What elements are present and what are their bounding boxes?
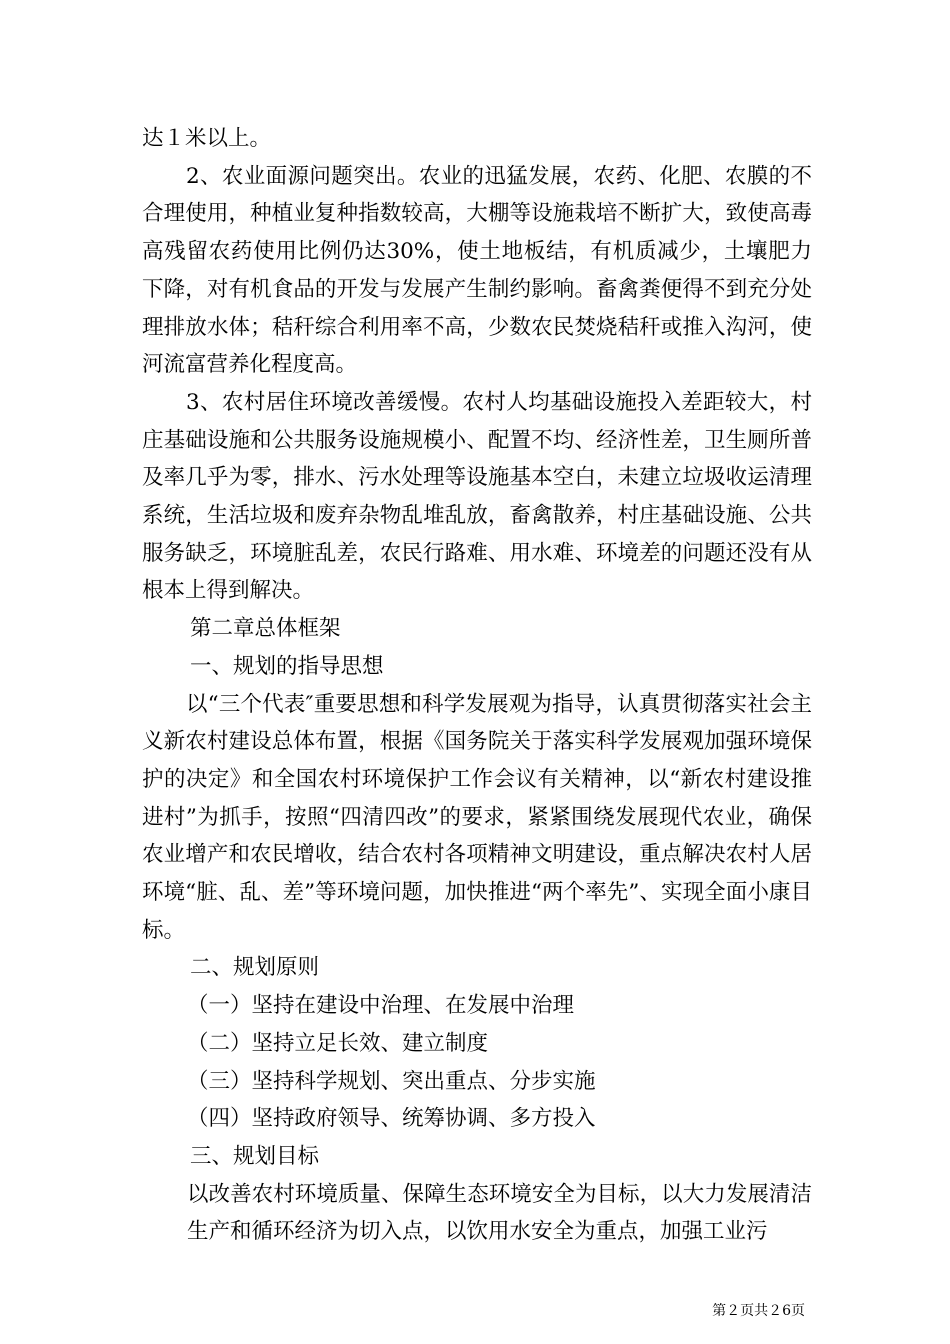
- paragraph-living-environment: 3、农村居住环境改善缓慢。农村人均基础设施投入差距较大，村庄基础设施和公共服务设施规模小、配置不均、经济性差，卫生厕所普及率几乎为零，排水、污水处理等设施基本空白，未建立垃圾收运清理系统，生活垃圾和废弃杂物乱堆乱放，畜禽散养，村庄基础设施、公共服务缺乏，环境脏乱差，农民行路难、用水难、环境差的问题还没有从根本上得到解决。: [142, 389, 812, 604]
- body-text: [142, 120, 812, 1251]
- principle-item-1: （一）坚持在建设中治理、在发展中治理: [187, 993, 575, 1019]
- section-heading-guiding-ideology: 一、规划的指导思想: [190, 653, 384, 679]
- section-heading-goals: 三、规划目标: [190, 1143, 320, 1169]
- paragraph-agricultural-pollution: 2、农业面源问题突出。农业的迅猛发展，农药、化肥、农膜的不合理使用，种植业复种指数较高，大棚等设施栽培不断扩大，致使高毒高残留农药使用比例仍达30%，使土地板结，有机质减少，土壤肥力下降，对有机食品的开发与发展产生制约影响。畜禽粪便得不到充分处理排放水体；秸秆综合利用率不高，少数农民焚烧秸秆或推入沟河，使河流富营养化程度高。: [142, 163, 812, 378]
- section-heading-principles: 二、规划原则: [190, 955, 320, 981]
- page-number-footer: 第２页共２6页: [712, 1303, 805, 1319]
- paragraph-continuation: 达１米以上。: [142, 126, 272, 151]
- principle-item-3: （三）坚持科学规划、突出重点、分步实施: [187, 1068, 596, 1094]
- paragraph-goals: 以改善农村环境质量、保障生态环境安全为目标，以大力发展清洁生产和循环经济为切入点，以饮用水安全为重点，加强工业污: [187, 1181, 812, 1245]
- principle-item-2: （二）坚持立足长效、建立制度: [187, 1030, 489, 1056]
- paragraph-guiding-ideology: 以“三个代表″重要思想和科学发展观为指导，认真贯彻落实社会主义新农村建设总体布置，根据《国务院关于落实科学发展观加强环境保护的决定》和全国农村环境保护工作会议有关精神，以“新农村建设推进村”为抓手，按照“四清四改”的要求，紧紧围绕发展现代农业，确保农业增产和农民增收，结合农村各项精神文明建设，重点解决农村人居环境“脏、乱、差”等环境问题，加快推进“两个率先”、实现全面小康目标。: [142, 691, 812, 943]
- principle-item-4: （四）坚持政府领导、统筹协调、多方投入: [187, 1106, 596, 1132]
- chapter-heading: 第二章总体框架: [190, 616, 341, 642]
